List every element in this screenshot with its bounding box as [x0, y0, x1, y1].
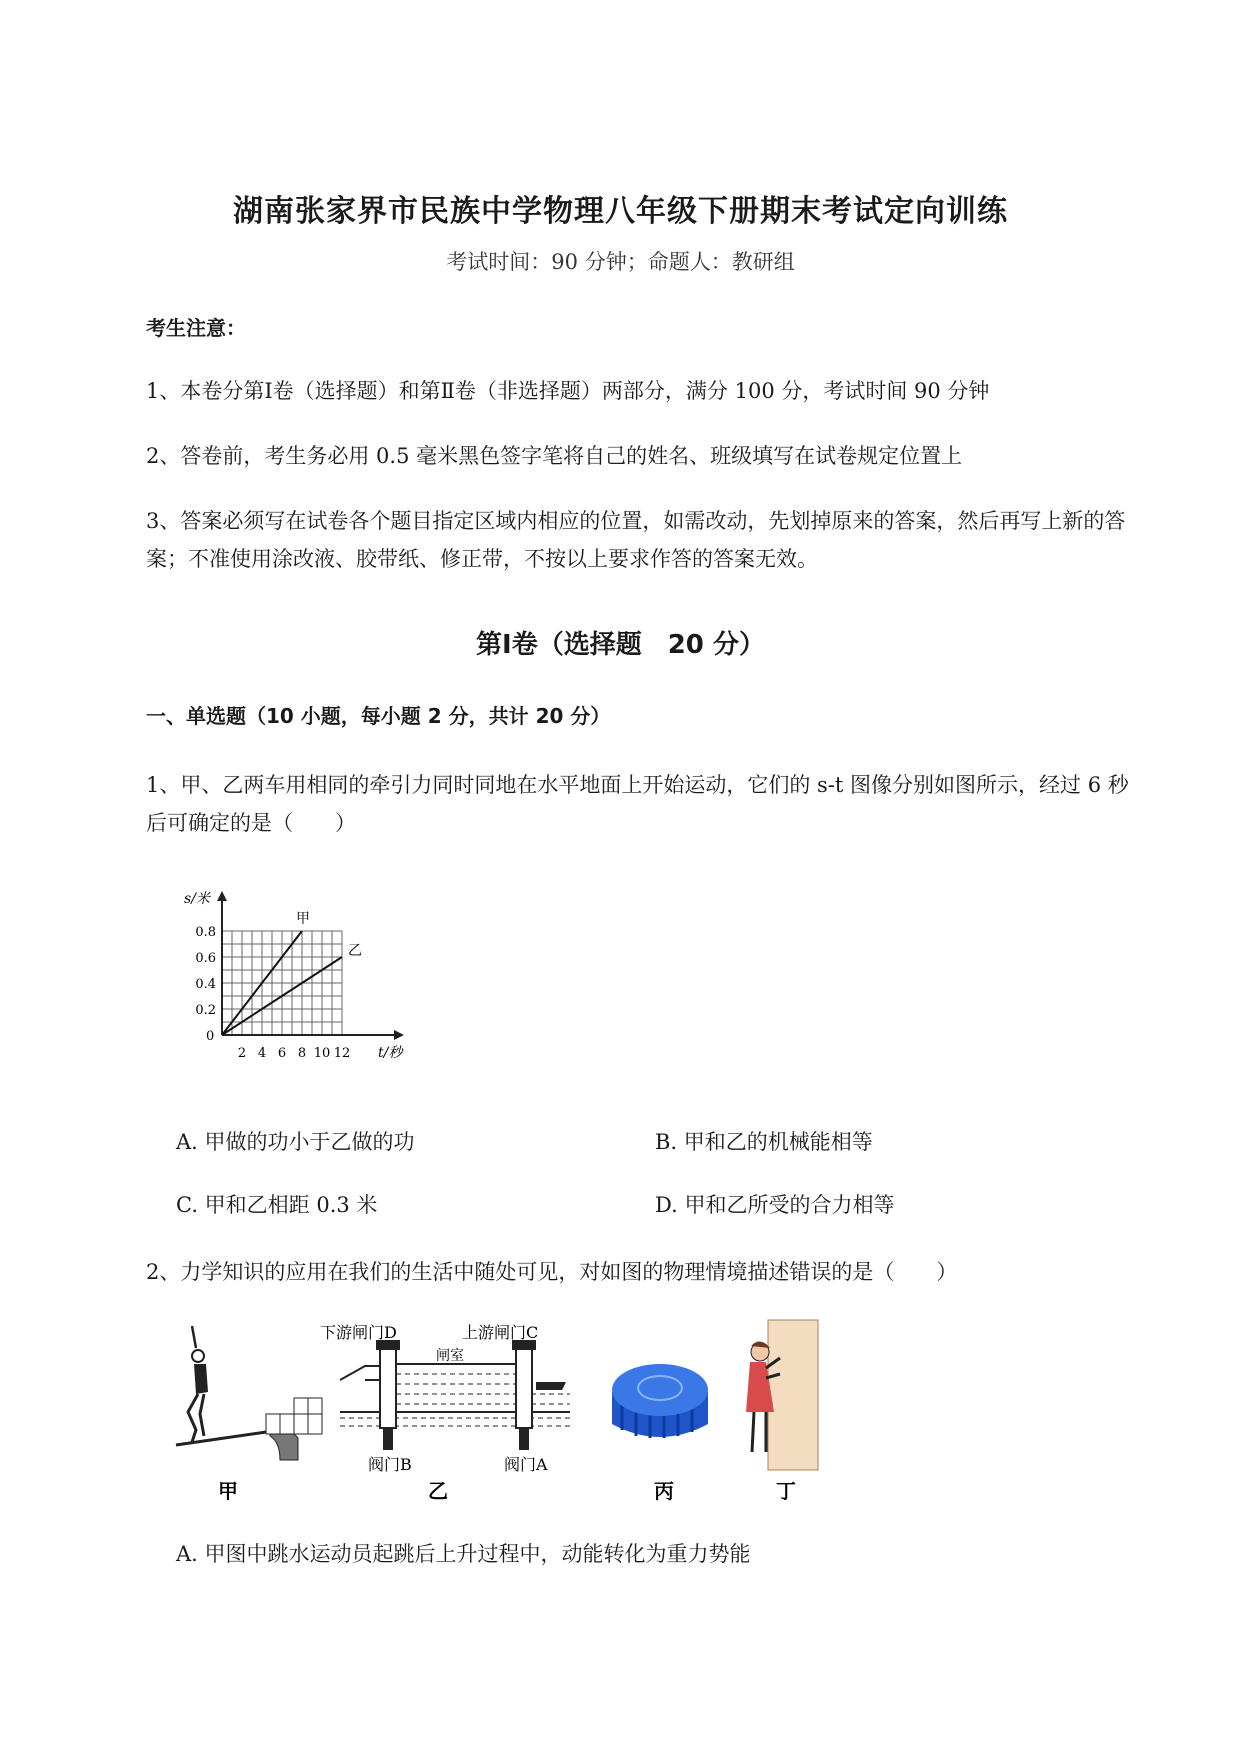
question-1-stem: 1、甲、乙两车用相同的牵引力同时同地在水平地面上开始运动，它们的 s-t 图像分别如图所示，经过 6 秒后可确定的是（ ） — [146, 773, 1129, 835]
valve-b-label: 阀门B — [368, 1455, 412, 1474]
section-heading: 第Ⅰ卷（选择题 20 分） — [476, 630, 765, 660]
bottle-cap-illustration — [612, 1364, 708, 1438]
q1-option-d[interactable]: D. 甲和乙所受的合力相等 — [655, 1193, 895, 1217]
q1-option-a[interactable]: A. 甲做的功小于乙做的功 — [176, 1130, 415, 1154]
series-label: 甲 — [296, 911, 310, 927]
q2-figure — [170, 1318, 930, 1508]
figure-caption-bing: 丙 — [654, 1479, 674, 1503]
q1-option-b[interactable]: B. 甲和乙的机械能相等 — [655, 1130, 873, 1154]
question-2-stem: 2、力学知识的应用在我们的生活中随处可见，对如图的物理情境描述错误的是（ ） — [146, 1260, 958, 1284]
x-axis-label: t/秒 — [378, 1045, 403, 1061]
notice-item: 1、本卷分第Ⅰ卷（选择题）和第Ⅱ卷（非选择题）两部分，满分 100 分，考试时间 90 分钟 — [146, 379, 990, 403]
x-tick-label: 2 — [237, 1046, 247, 1061]
x-tick-label: 8 — [297, 1046, 307, 1061]
x-axis-arrow — [394, 1030, 404, 1040]
x-tick-label: 6 — [277, 1046, 287, 1061]
y-tick-label: 0.8 — [195, 925, 216, 940]
y-tick-label: 0.2 — [195, 1003, 216, 1018]
chart-ticks — [195, 925, 350, 1061]
x-tick-label: 10 — [313, 1046, 331, 1061]
upstream-gate-label: 上游闸门C — [462, 1323, 539, 1342]
wall-push-illustration — [746, 1320, 818, 1470]
exam-info: 考试时间：90 分钟；命题人：教研组 — [446, 250, 795, 274]
x-tick-label: 4 — [257, 1046, 267, 1061]
notice-heading: 考生注意： — [146, 316, 246, 340]
downstream-gate-label: 下游闸门D — [320, 1323, 397, 1342]
notice-item: 2、答卷前，考生务必用 0.5 毫米黑色签字笔将自己的姓名、班级填写在试卷规定位置上 — [146, 444, 963, 468]
chart-grid — [222, 931, 342, 1035]
q2-option-a[interactable]: A. 甲图中跳水运动员起跳后上升过程中，动能转化为重力势能 — [176, 1542, 751, 1566]
y-tick-label: 0.4 — [195, 977, 216, 992]
series-label: 乙 — [348, 943, 362, 959]
origin-label: 0 — [206, 1029, 215, 1044]
figure-caption-jia: 甲 — [218, 1479, 238, 1503]
page-title: 湖南张家界市民族中学物理八年级下册期末考试定向训练 — [233, 194, 1008, 229]
y-axis-label: s/米 — [184, 891, 210, 907]
lock-chamber-label: 闸室 — [436, 1348, 464, 1364]
part-heading: 一、单选题（10 小题，每小题 2 分，共计 20 分） — [146, 704, 611, 728]
figure-caption-yi: 乙 — [428, 1479, 448, 1503]
y-tick-label: 0.6 — [195, 951, 216, 966]
q1-option-c[interactable]: C. 甲和乙相距 0.3 米 — [176, 1193, 378, 1217]
notice-item: 3、答案必须写在试卷各个题目指定区域内相应的位置，如需改动，先划掉原来的答案，然后再写上新的答案；不准使用涂改液、胶带纸、修正带，不按以上要求作答的答案无效。 — [146, 509, 1126, 571]
figure-caption-ding: 丁 — [776, 1479, 796, 1503]
diver-illustration — [176, 1326, 322, 1460]
st-graph — [170, 885, 430, 1070]
x-tick-label: 12 — [333, 1046, 351, 1061]
valve-a-label: 阀门A — [504, 1455, 548, 1474]
y-axis-arrow — [217, 891, 227, 901]
